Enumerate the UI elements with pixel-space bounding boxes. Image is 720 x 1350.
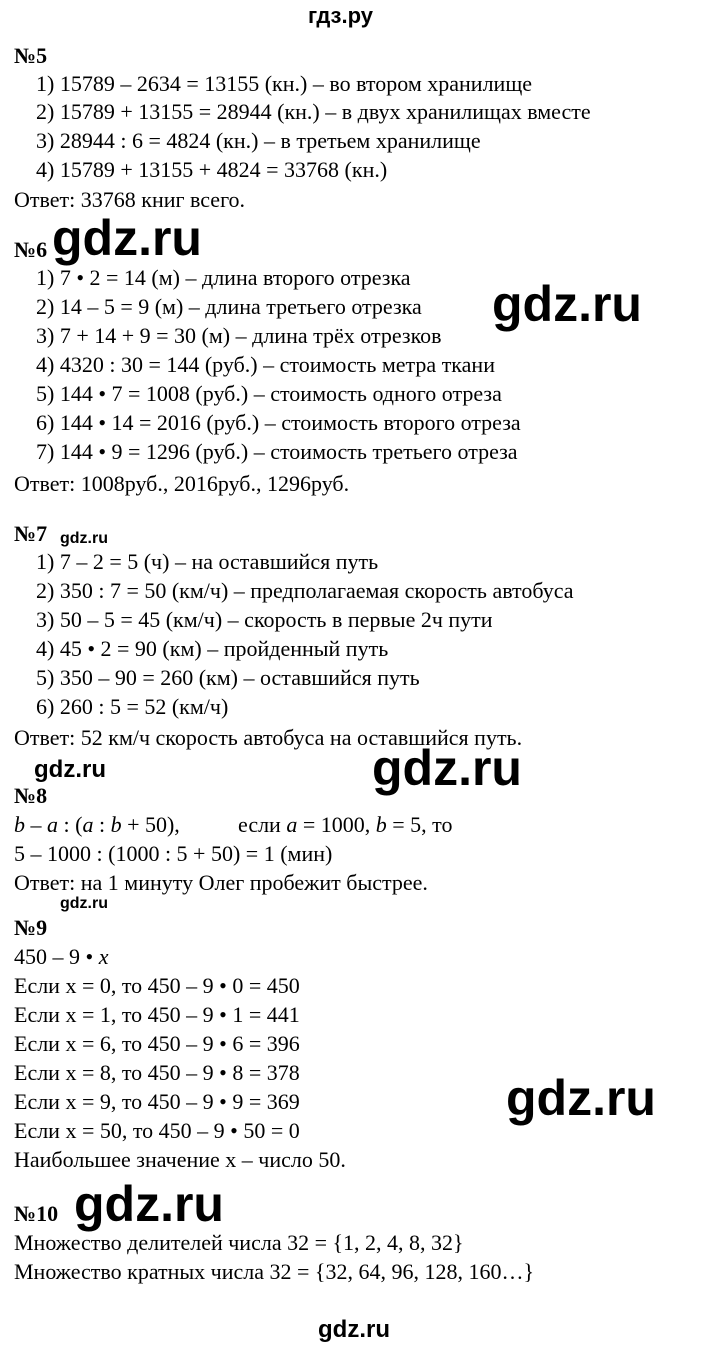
watermark-task9-small: gdz.ru <box>60 895 108 912</box>
task-7-line-5: 5) 350 – 90 = 260 (км) – оставшийся путь <box>36 665 420 690</box>
task-9-line-3: Если x = 6, то 450 – 9 • 6 = 396 <box>14 1031 300 1056</box>
task-5-line-4: 4) 15789 + 13155 + 4824 = 33768 (кн.) <box>36 157 388 182</box>
task-6-line-5: 5) 144 • 7 = 1008 (руб.) – стоимость одного отреза <box>36 381 502 406</box>
task-6-line-1: 1) 7 • 2 = 14 (м) – длина второго отрезка <box>36 265 411 290</box>
task-7-line-4: 4) 45 • 2 = 90 (км) – пройденный путь <box>36 636 389 661</box>
var-a2: a <box>82 812 94 837</box>
task-8-calc: 5 – 1000 : (1000 : 5 + 50) = 1 (мин) <box>14 841 333 866</box>
task-6-title: №6 <box>14 237 48 262</box>
expr-end: + 50), <box>121 812 180 837</box>
watermark-task10: gdz.ru <box>74 1176 224 1232</box>
expr-mid: : ( <box>58 812 83 837</box>
task-7-line-6: 6) 260 : 5 = 52 (км/ч) <box>36 694 229 719</box>
task-6-line-7: 7) 144 • 9 = 1296 (руб.) – стоимость третьего отреза <box>36 439 518 464</box>
task-8-answer: Ответ: на 1 минуту Олег пробежит быстрее. <box>14 870 428 895</box>
var-a: a <box>47 812 58 837</box>
task-9-title: №9 <box>14 915 48 940</box>
watermark-task6-title: gdz.ru <box>52 210 202 266</box>
task-7-line-1: 1) 7 – 2 = 5 (ч) – на оставшийся путь <box>36 549 379 574</box>
task-8-title: №8 <box>14 783 48 808</box>
expr-prefix: 450 – 9 • <box>14 944 99 969</box>
footer-watermark: gdz.ru <box>318 1316 390 1343</box>
task-10-line-1: Множество делителей числа 32 = {1, 2, 4, 8, 32} <box>14 1230 464 1255</box>
cond-a-val: = 1000, <box>297 812 376 837</box>
task-5-line-3: 3) 28944 : 6 = 4824 (кн.) – в третьем хранилище <box>36 128 481 153</box>
task-7-title: №7 <box>14 521 48 546</box>
task-9-answer: Наибольшее значение x – число 50. <box>14 1147 346 1172</box>
task-9-line-2: Если x = 1, то 450 – 9 • 1 = 441 <box>14 1002 300 1027</box>
task-9-line-4: Если x = 8, то 450 – 9 • 8 = 378 <box>14 1060 300 1085</box>
task-5-answer: Ответ: 33768 книг всего. <box>14 187 246 212</box>
watermark-task6-right: gdz.ru <box>492 276 642 332</box>
header-watermark: гдз.ру <box>308 3 373 28</box>
task-8-condition <box>238 811 453 839</box>
task-6-line-6: 6) 144 • 14 = 2016 (руб.) – стоимость второго отреза <box>36 410 521 435</box>
var-b: b <box>14 812 25 837</box>
task-6-line-2: 2) 14 – 5 = 9 (м) – длина третьего отрезка <box>36 294 422 319</box>
task-6-line-4: 4) 4320 : 30 = 144 (руб.) – стоимость метра ткани <box>36 352 495 377</box>
task-9-line-5: Если x = 9, то 450 – 9 • 9 = 369 <box>14 1089 300 1114</box>
task-6-answer: Ответ: 1008руб., 2016руб., 1296руб. <box>14 471 350 496</box>
task-10-title: №10 <box>14 1201 59 1226</box>
expr-colon: : <box>93 812 111 837</box>
watermark-task8-big: gdz.ru <box>372 740 522 796</box>
cond-b-val: = 5, то <box>386 812 453 837</box>
watermark-task7: gdz.ru <box>60 530 108 547</box>
task-5-title: №5 <box>14 43 48 68</box>
cond-var-a: a <box>286 812 298 837</box>
task-7-answer: Ответ: 52 км/ч скорость автобуса на оставшийся путь. <box>14 725 523 750</box>
task-7-line-3: 3) 50 – 5 = 45 (км/ч) – скорость в первые 2ч пути <box>36 607 493 632</box>
watermark-task9-big: gdz.ru <box>506 1070 656 1126</box>
task-6-line-3: 3) 7 + 14 + 9 = 30 (м) – длина трёх отрезков <box>36 323 442 348</box>
cond-if: если <box>238 812 287 837</box>
task-8-expression <box>14 811 180 839</box>
task-9-line-6: Если x = 50, то 450 – 9 • 50 = 0 <box>14 1118 300 1143</box>
task-5-line-2: 2) 15789 + 13155 = 28944 (кн.) – в двух хранилищах вместе <box>36 99 591 124</box>
watermark-task8-small: gdz.ru <box>34 756 106 783</box>
task-7-line-2: 2) 350 : 7 = 50 (км/ч) – предполагаемая скорость автобуса <box>36 578 574 603</box>
expr-dash: – <box>25 812 47 837</box>
cond-var-b: b <box>375 812 387 837</box>
task-9-line-1: Если x = 0, то 450 – 9 • 0 = 450 <box>14 973 300 998</box>
task-10-line-2: Множество кратных числа 32 = {32, 64, 96, 128, 160…} <box>14 1259 535 1284</box>
task-9-expression <box>14 943 108 971</box>
var-x: x <box>98 944 109 969</box>
var-b2: b <box>110 812 122 837</box>
task-5-line-1: 1) 15789 – 2634 = 13155 (кн.) – во втором хранилище <box>36 71 533 96</box>
